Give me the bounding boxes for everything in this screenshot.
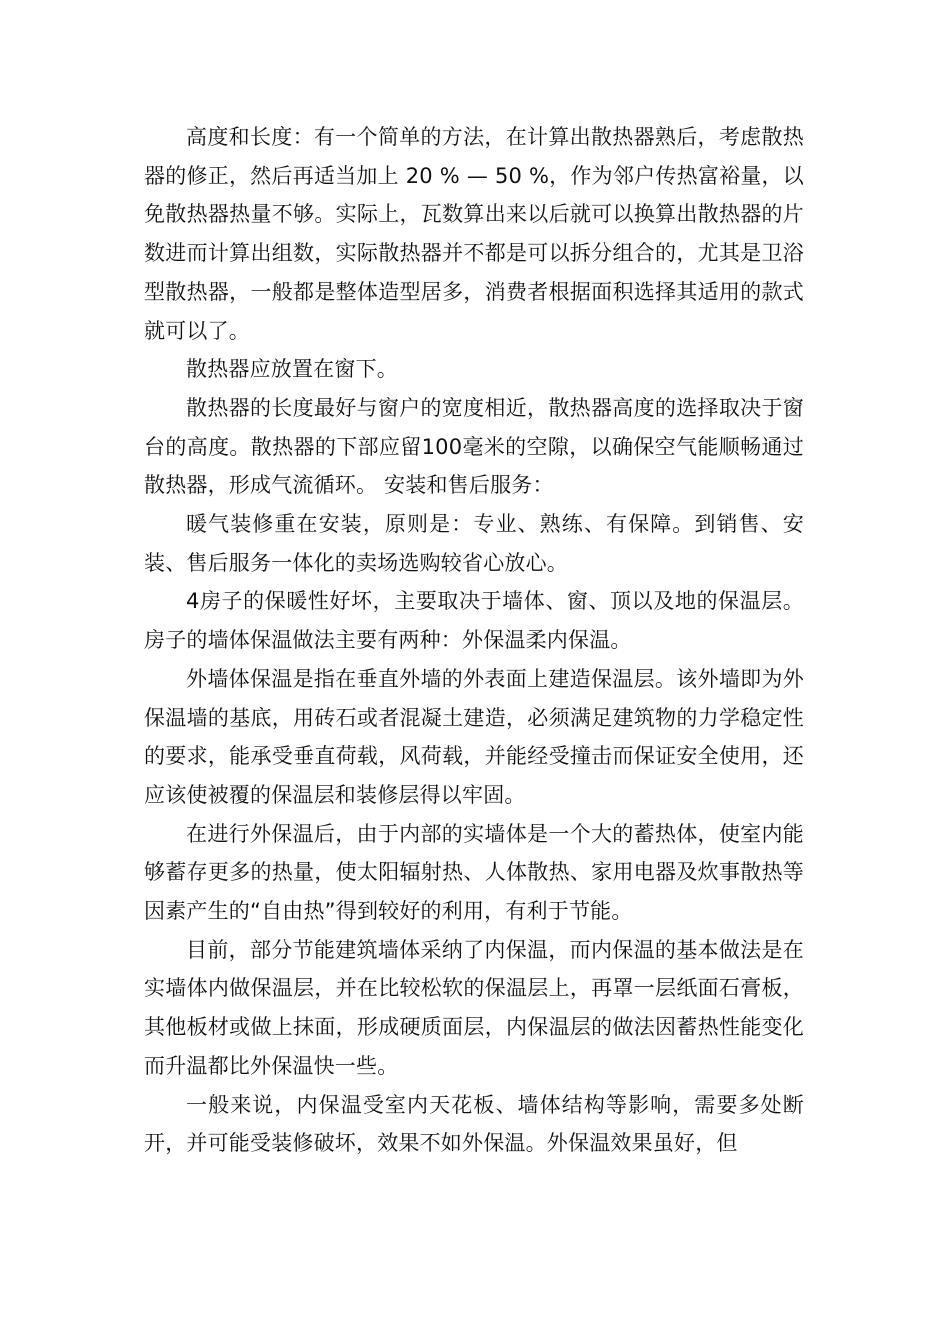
paragraph-comparison: 一般来说，内保温受室内天花板、墙体结构等影响，需要多处断开，并可能受装修破坏，效果不如外保温。外保温效果虽好，但 <box>144 1092 804 1156</box>
paragraph-external-insulation: 外墙体保温是指在垂直外墙的外表面上建造保温层。该外墙即为外保温墙的基底，用砖石或者混凝土建造，必须满足建筑物的力学稳定性的要求，能承受垂直荷载，风荷载，并能经受撞击而保证安全使用，还应该使被覆的保温层和装修层得以牢固。 <box>144 666 804 807</box>
paragraph-installation: 暖气装修重在安装，原则是：专业、熟练、有保障。到销售、安装、售后服务一体化的卖场选购较省心放心。 <box>144 512 804 575</box>
paragraph-radiator-placement: 散热器应放置在窗下。 <box>186 357 398 382</box>
paragraph-internal-insulation: 目前，部分节能建筑墙体采纳了内保温，而内保温的基本做法是在实墙体内做保温层，并在比较松软的保温层上，再罩一层纸面石膏板，其他板材或做上抹面，形成硬质面层，内保温层的做法因蓄热性能变化而升温都比外保温快一些。 <box>144 937 804 1078</box>
paragraph-radiator-length: 散热器的长度最好与窗户的宽度相近，散热器高度的选择取决于窗台的高度。散热器的下部应留100毫米的空隙，以确保空气能顺畅通过散热器，形成气流循环。 安装和售后服务： <box>144 395 804 498</box>
paragraph-house-insulation: 4房子的保暖性好坏，主要取决于墙体、窗、顶以及地的保温层。房子的墙体保温做法主要有两种：外保温柔内保温。 <box>144 589 804 653</box>
document-body <box>144 118 804 1163</box>
paragraph-radiator-size: 高度和长度：有一个简单的方法，在计算出散热器熟后，考虑散热器的修正，然后再适当加上 20 % — 50 %，作为邻户传热富裕量，以免散热器热量不够。实际上，瓦数算出来以后就可以换算出散热器的片数进而计算出组数，实际散热器并不都是可以拆分组合的，尤其是卫浴型散热器，一般都是整体造型居多，消费者根据面积选择其适用的款式就可以了。 <box>144 125 804 343</box>
paragraph-heat-storage: 在进行外保温后，由于内部的实墙体是一个大的蓄热体，使室内能够蓄存更多的热量，使太阳辐射热、人体散热、家用电器及炊事散热等因素产生的“自由热”得到较好的利用，有利于节能。 <box>144 821 804 924</box>
